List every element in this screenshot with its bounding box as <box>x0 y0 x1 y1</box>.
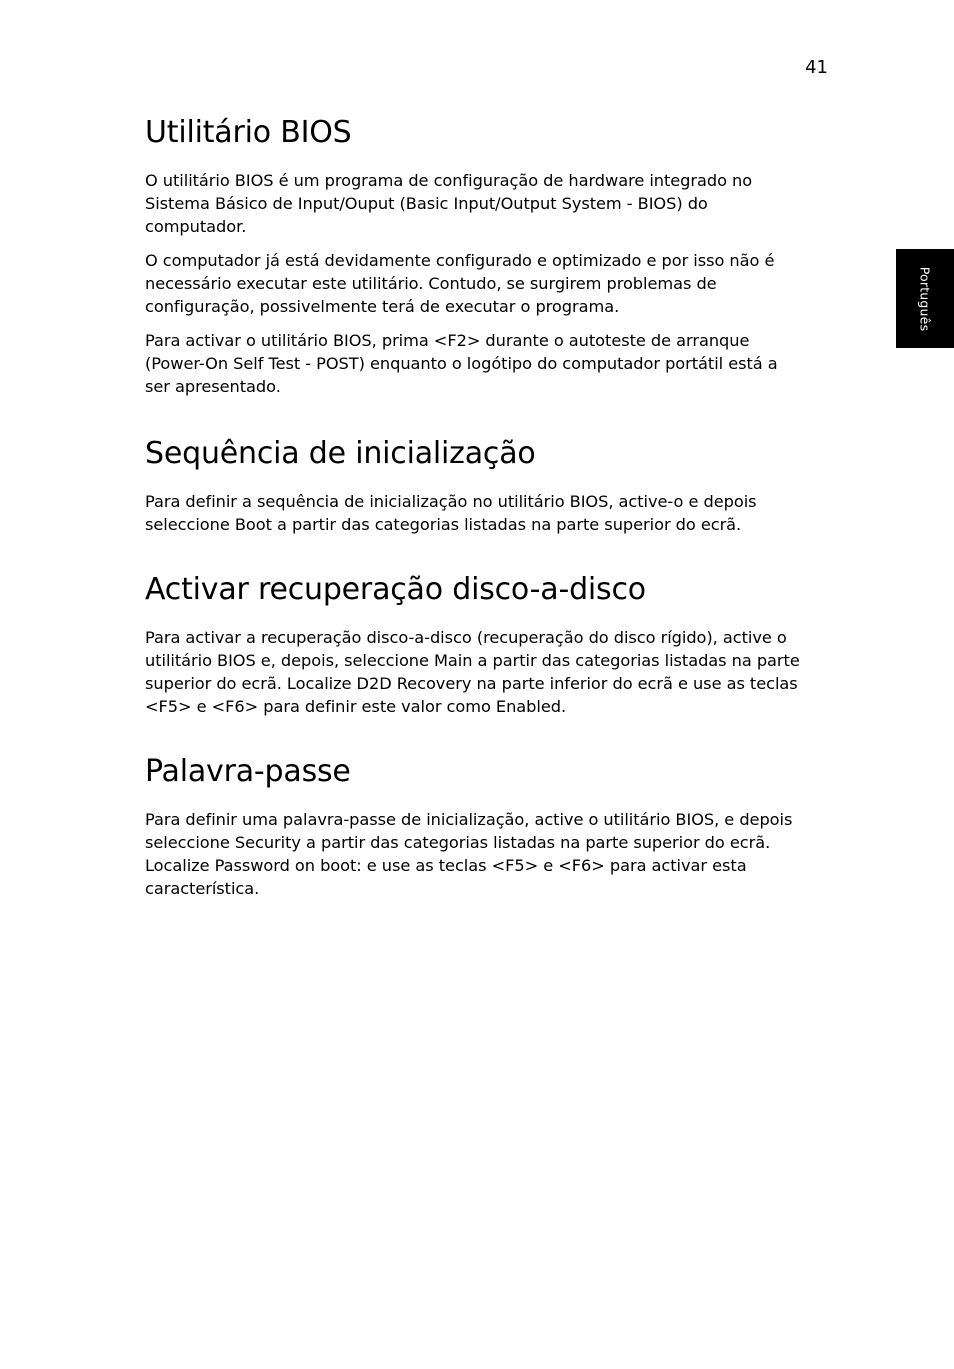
text-line: ser apresentado. <box>145 377 281 396</box>
text-line: Sistema Básico de Input/Ouput (Basic Input/Output System - BIOS) do <box>145 194 708 213</box>
paragraph <box>145 329 835 398</box>
section-password <box>145 754 835 900</box>
text-line: O utilitário BIOS é um programa de configuração de hardware integrado no <box>145 171 753 190</box>
text-line: computador. <box>145 217 247 236</box>
section-bios-utility <box>145 115 835 398</box>
text-line: Localize Password on boot: e use as teclas <F5> e <F6> para activar esta <box>145 856 747 875</box>
text-line: superior do ecrã. Localize D2D Recovery na parte inferior do ecrã e use as teclas <box>145 674 798 693</box>
text-line: Para definir uma palavra-passe de inicialização, active o utilitário BIOS, e depois <box>145 810 793 829</box>
language-side-tab-label: Português <box>917 266 933 331</box>
paragraph <box>145 808 835 900</box>
section-title: Palavra-passe <box>145 754 351 789</box>
section-disk-recovery <box>145 572 835 718</box>
text-line: característica. <box>145 879 260 898</box>
text-line: Para activar o utilitário BIOS, prima <F2> durante o autoteste de arranque <box>145 331 750 350</box>
language-side-tab <box>896 249 954 348</box>
section-boot-sequence <box>145 436 835 536</box>
section-title: Sequência de inicialização <box>145 436 536 471</box>
text-line: Para definir a sequência de inicialização no utilitário BIOS, active-o e depois <box>145 492 757 511</box>
text-line: Para activar a recuperação disco-a-disco (recuperação do disco rígido), active o <box>145 628 787 647</box>
section-title: Activar recuperação disco-a-disco <box>145 572 646 607</box>
paragraph <box>145 626 835 718</box>
text-line: utilitário BIOS e, depois, seleccione Main a partir das categorias listadas na parte <box>145 651 800 670</box>
paragraph <box>145 249 835 318</box>
paragraph <box>145 490 835 536</box>
page-number: 41 <box>805 57 828 78</box>
text-line: configuração, possivelmente terá de executar o programa. <box>145 297 620 316</box>
text-line: seleccione Boot a partir das categorias listadas na parte superior do ecrã. <box>145 515 742 534</box>
section-title: Utilitário BIOS <box>145 115 352 150</box>
paragraph <box>145 169 835 238</box>
text-line: necessário executar este utilitário. Contudo, se surgirem problemas de <box>145 274 717 293</box>
text-line: O computador já está devidamente configurado e optimizado e por isso não é <box>145 251 775 270</box>
text-line: <F5> e <F6> para definir este valor como Enabled. <box>145 697 567 716</box>
text-line: seleccione Security a partir das categorias listadas na parte superior do ecrã. <box>145 833 771 852</box>
text-line: (Power-On Self Test - POST) enquanto o logótipo do computador portátil está a <box>145 354 778 373</box>
